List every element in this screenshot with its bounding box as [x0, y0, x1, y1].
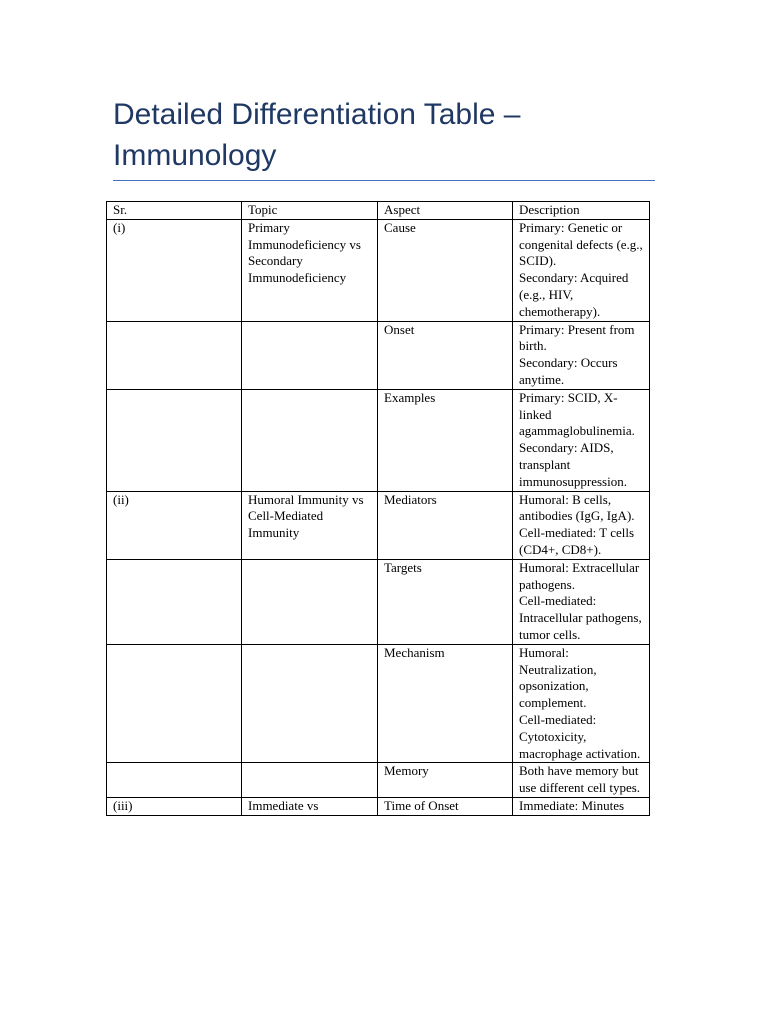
cell-aspect: Cause — [378, 219, 513, 321]
description-line: Humoral: Neutralization, opsonization, complement. — [519, 644, 597, 711]
header-description: Description — [513, 202, 650, 220]
differentiation-table — [106, 201, 650, 816]
cell-sr: (iii) — [107, 797, 242, 815]
cell-aspect: Targets — [378, 559, 513, 644]
table-row — [107, 644, 650, 763]
header-topic: Topic — [242, 202, 378, 220]
cell-topic — [242, 389, 378, 491]
description-line: Humoral: B cells, antibodies (IgG, IgA). — [519, 491, 635, 524]
cell-aspect: Mediators — [378, 491, 513, 559]
table-row — [107, 559, 650, 644]
cell-aspect: Memory — [378, 763, 513, 798]
cell-topic: Immediate vs — [242, 797, 378, 815]
cell-topic — [242, 644, 378, 763]
table-row — [107, 491, 650, 559]
cell-description — [513, 797, 650, 815]
description-line: Primary: Present from birth. — [519, 321, 635, 354]
document-title: Detailed Differentiation Table – Immunology — [113, 98, 521, 172]
cell-sr — [107, 389, 242, 491]
description-line: Secondary: Acquired (e.g., HIV, chemotherapy). — [519, 270, 629, 319]
cell-sr: (i) — [107, 219, 242, 321]
description-line: Humoral: Extracellular pathogens. — [519, 559, 640, 592]
cell-topic — [242, 321, 378, 389]
description-line: Immediate: Minutes — [519, 797, 625, 813]
cell-sr — [107, 559, 242, 644]
table-row — [107, 219, 650, 321]
description-line: Secondary: Occurs anytime. — [519, 355, 618, 387]
cell-description — [513, 559, 650, 644]
table-row — [107, 763, 650, 798]
cell-sr — [107, 321, 242, 389]
description-line: Cell-mediated: Intracellular pathogens, tumor cells. — [519, 593, 642, 642]
cell-description — [513, 763, 650, 798]
description-line: Cell-mediated: T cells (CD4+, CD8+). — [519, 525, 635, 557]
cell-description — [513, 389, 650, 491]
table-header-row — [107, 202, 650, 220]
description-line: Secondary: AIDS, transplant immunosuppression. — [519, 440, 627, 489]
cell-topic: Humoral Immunity vs Cell-Mediated Immunity — [242, 491, 378, 559]
cell-description — [513, 219, 650, 321]
description-line: Both have memory but use different cell types. — [519, 763, 641, 796]
cell-sr — [107, 763, 242, 798]
cell-topic: Primary Immunodeficiency vs Secondary Immunodeficiency — [242, 219, 378, 321]
description-line: Cell-mediated: Cytotoxicity, macrophage activation. — [519, 711, 641, 761]
cell-sr: (ii) — [107, 491, 242, 559]
cell-aspect: Onset — [378, 321, 513, 389]
cell-description — [513, 321, 650, 389]
table-row — [107, 321, 650, 389]
description-line: Primary: SCID, X-linked agammaglobulinemia. — [519, 389, 635, 439]
cell-aspect: Time of Onset — [378, 797, 513, 815]
cell-aspect: Mechanism — [378, 644, 513, 763]
cell-sr — [107, 644, 242, 763]
cell-description — [513, 491, 650, 559]
table-row — [107, 797, 650, 815]
title-underline — [113, 180, 655, 181]
cell-aspect: Examples — [378, 389, 513, 491]
cell-topic — [242, 763, 378, 798]
table-row — [107, 389, 650, 491]
cell-topic — [242, 559, 378, 644]
description-line: Primary: Genetic or congenital defects (e.g., SCID). — [519, 219, 643, 269]
cell-description — [513, 644, 650, 763]
header-aspect: Aspect — [378, 202, 513, 220]
header-sr: Sr. — [107, 202, 242, 220]
